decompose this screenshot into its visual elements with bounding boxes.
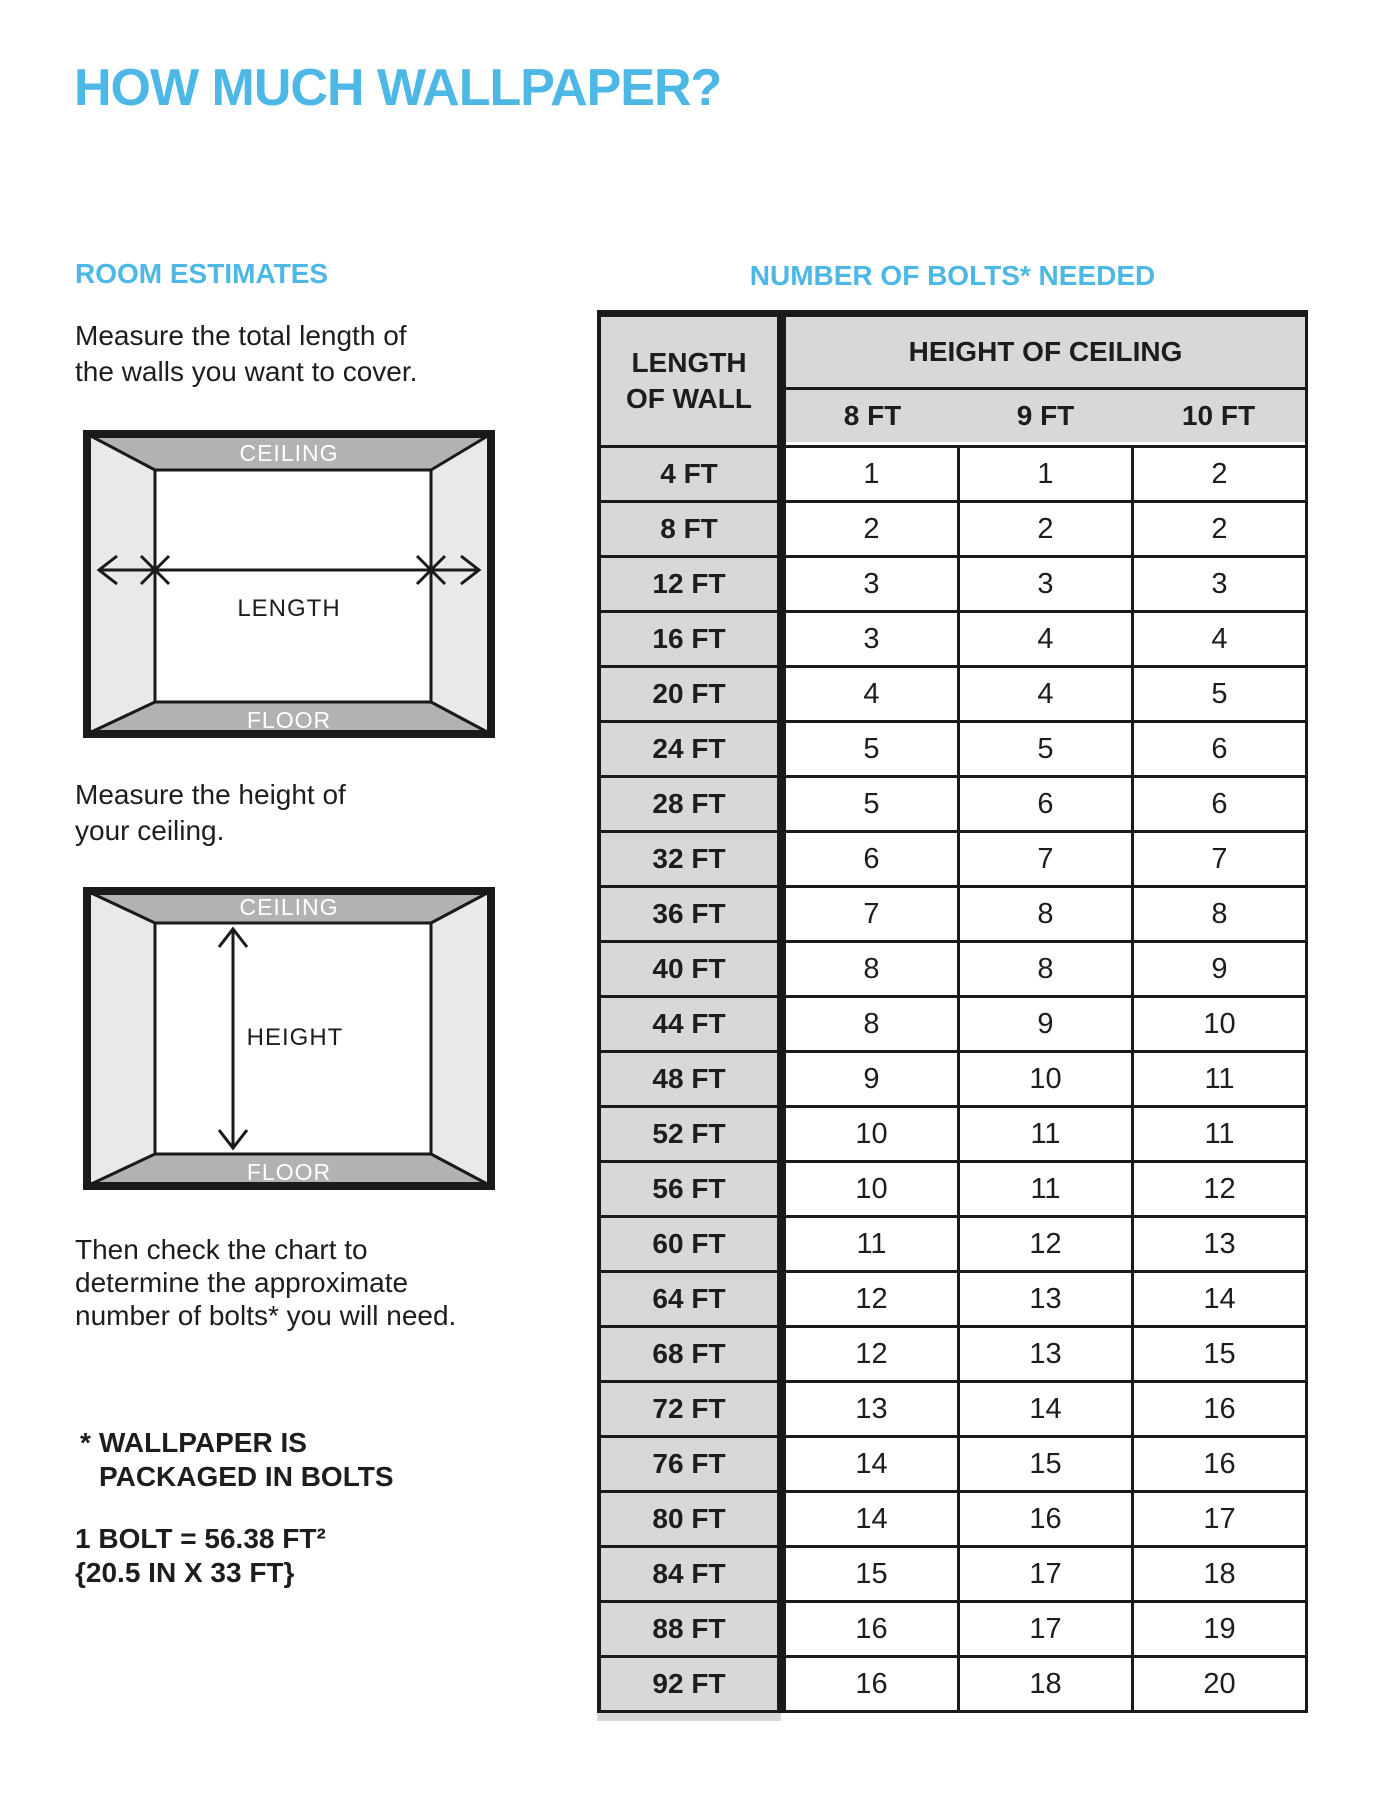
table-header (597, 317, 1308, 445)
table-row (597, 1273, 1308, 1328)
left-wall-surface (87, 434, 155, 734)
table-row (597, 1658, 1308, 1713)
room-length-diagram (83, 430, 495, 738)
bolt-count-cell: 17 (960, 1603, 1134, 1658)
thick-divider (777, 998, 786, 1053)
bolt-count-cell: 8 (1134, 888, 1308, 943)
wall-length-cell: 88 FT (597, 1603, 777, 1658)
table-row (597, 943, 1308, 998)
bolt-count-cell: 8 (960, 888, 1134, 943)
bolt-count-cell: 12 (1134, 1163, 1308, 1218)
bolt-count-cell: 11 (1134, 1108, 1308, 1163)
table-row (597, 1548, 1308, 1603)
thick-divider (777, 1548, 786, 1603)
bolt-count-cell: 7 (786, 888, 960, 943)
bolt-count-cell: 12 (960, 1218, 1134, 1273)
bolt-count-cell: 9 (1134, 943, 1308, 998)
thick-divider (777, 448, 786, 503)
table-row (597, 1053, 1308, 1108)
length-of-wall-header (597, 317, 777, 445)
paragraph-check-chart (75, 1233, 456, 1332)
thick-divider (777, 668, 786, 723)
thick-divider (777, 723, 786, 778)
table-row (597, 888, 1308, 943)
thick-divider (777, 1273, 786, 1328)
bolt-count-cell: 14 (960, 1383, 1134, 1438)
bolt-count-cell: 16 (786, 1603, 960, 1658)
paragraph-line: your ceiling. (75, 815, 225, 846)
ceiling-label: CEILING (239, 894, 339, 920)
wall-length-cell: 28 FT (597, 778, 777, 833)
wall-length-cell: 92 FT (597, 1658, 777, 1713)
bolt-size-line: 1 BOLT = 56.38 FT² (75, 1523, 326, 1554)
thick-divider (777, 888, 786, 943)
col-header-8ft: 8 FT (843, 400, 902, 431)
bolt-count-cell: 11 (1134, 1053, 1308, 1108)
thick-divider (777, 1658, 786, 1713)
thick-divider (777, 1108, 786, 1163)
wall-length-cell: 24 FT (597, 723, 777, 778)
thick-divider (777, 833, 786, 888)
paragraph-line: determine the approximate (75, 1267, 409, 1298)
table-top-bar (597, 310, 1308, 317)
right-wall-surface (431, 891, 491, 1186)
bolt-count-cell: 10 (960, 1053, 1134, 1108)
bolt-count-cell: 16 (1134, 1438, 1308, 1493)
table-row (597, 448, 1308, 503)
table-row (597, 1383, 1308, 1438)
bolt-count-cell: 8 (786, 943, 960, 998)
bolt-count-cell: 1 (786, 448, 960, 503)
back-wall (155, 470, 431, 702)
wall-length-cell: 20 FT (597, 668, 777, 723)
wall-length-cell: 4 FT (597, 448, 777, 503)
wall-length-cell: 72 FT (597, 1383, 777, 1438)
bolt-count-cell: 18 (960, 1658, 1134, 1713)
thick-divider (777, 1218, 786, 1273)
bolt-count-cell: 11 (786, 1218, 960, 1273)
bolt-count-cell: 6 (786, 833, 960, 888)
bolt-count-cell: 9 (786, 1053, 960, 1108)
table-row (597, 1108, 1308, 1163)
page-title: HOW MUCH WALLPAPER? (74, 59, 722, 117)
wall-length-cell: 76 FT (597, 1438, 777, 1493)
bolt-count-cell: 15 (960, 1438, 1134, 1493)
floor-label: FLOOR (246, 707, 332, 733)
bolt-count-cell: 4 (786, 668, 960, 723)
bolt-count-cell: 5 (786, 723, 960, 778)
bolt-count-cell: 4 (960, 668, 1134, 723)
bolt-size-note (75, 1522, 326, 1590)
bolt-count-cell: 12 (786, 1328, 960, 1383)
bolts-table-heading: NUMBER OF BOLTS* NEEDED (749, 260, 1156, 291)
table-row (597, 1163, 1308, 1218)
ceiling-height-subheader-row (786, 390, 1305, 442)
paragraph-line: Then check the chart to (75, 1234, 368, 1265)
room-estimates-heading: ROOM ESTIMATES (75, 258, 329, 289)
table-row (597, 503, 1308, 558)
bolt-count-cell: 6 (960, 778, 1134, 833)
wall-length-cell: 52 FT (597, 1108, 777, 1163)
wall-length-cell: 44 FT (597, 998, 777, 1053)
wall-length-cell: 40 FT (597, 943, 777, 998)
bolt-count-cell: 14 (786, 1493, 960, 1548)
wall-length-cell: 84 FT (597, 1548, 777, 1603)
thick-divider (777, 613, 786, 668)
bolt-count-cell: 7 (1134, 833, 1308, 888)
bolt-count-cell: 4 (960, 613, 1134, 668)
bolt-count-cell: 6 (1134, 778, 1308, 833)
bolt-count-cell: 2 (1134, 448, 1308, 503)
header-line: LENGTH (631, 347, 747, 378)
bolt-count-cell: 19 (1134, 1603, 1308, 1658)
length-label: LENGTH (237, 595, 341, 622)
ceiling-label: CEILING (239, 440, 339, 466)
wall-length-cell: 64 FT (597, 1273, 777, 1328)
height-label: HEIGHT (246, 1024, 344, 1051)
bolt-count-cell: 16 (960, 1493, 1134, 1548)
ceiling-header-group (786, 317, 1308, 445)
header-line: OF WALL (626, 383, 752, 414)
wall-length-cell: 48 FT (597, 1053, 777, 1108)
wall-length-cell: 36 FT (597, 888, 777, 943)
thick-divider (777, 1328, 786, 1383)
footnote-line: WALLPAPER IS (99, 1427, 307, 1458)
bolt-count-cell: 10 (786, 1108, 960, 1163)
paragraph-measure-height (75, 777, 346, 849)
thick-divider (777, 1438, 786, 1493)
bolt-count-cell: 3 (960, 558, 1134, 613)
asterisk: * (80, 1427, 91, 1458)
bolt-count-cell: 13 (960, 1273, 1134, 1328)
wall-length-cell: 12 FT (597, 558, 777, 613)
footnote-line: PACKAGED IN BOLTS (99, 1461, 394, 1492)
col-header-9ft: 9 FT (1016, 400, 1075, 431)
wall-length-cell: 80 FT (597, 1493, 777, 1548)
table-row (597, 1438, 1308, 1493)
room-height-diagram (83, 887, 495, 1190)
wall-length-cell: 56 FT (597, 1163, 777, 1218)
bolt-count-cell: 13 (786, 1383, 960, 1438)
thick-divider (777, 1383, 786, 1438)
floor-label: FLOOR (246, 1159, 332, 1185)
bolt-count-cell: 8 (960, 943, 1134, 998)
bolt-count-cell: 3 (786, 613, 960, 668)
thick-divider (777, 778, 786, 833)
bolt-count-cell: 11 (960, 1108, 1134, 1163)
bolt-count-cell: 13 (960, 1328, 1134, 1383)
bolt-count-cell: 17 (1134, 1493, 1308, 1548)
bolt-count-cell: 10 (1134, 998, 1308, 1053)
bolt-count-cell: 14 (1134, 1273, 1308, 1328)
bolt-count-cell: 5 (1134, 668, 1308, 723)
table-row (597, 778, 1308, 833)
wall-length-cell: 8 FT (597, 503, 777, 558)
table-row (597, 1493, 1308, 1548)
thick-divider (777, 1163, 786, 1218)
bolt-count-cell: 5 (786, 778, 960, 833)
height-of-ceiling-header: HEIGHT OF CEILING (786, 317, 1305, 390)
paragraph-line: Measure the total length of (75, 320, 407, 351)
bolt-count-cell: 4 (1134, 613, 1308, 668)
table-body (597, 448, 1308, 1713)
bolt-count-cell: 14 (786, 1438, 960, 1493)
bolt-count-cell: 16 (786, 1658, 960, 1713)
table-row (597, 668, 1308, 723)
bolt-count-cell: 15 (1134, 1328, 1308, 1383)
bolt-count-cell: 10 (786, 1163, 960, 1218)
table-row (597, 558, 1308, 613)
bolt-count-cell: 7 (960, 833, 1134, 888)
bolt-count-cell: 3 (786, 558, 960, 613)
thick-divider (777, 1603, 786, 1658)
bolt-count-cell: 9 (960, 998, 1134, 1053)
bolt-count-cell: 17 (960, 1548, 1134, 1603)
bolt-count-cell: 13 (1134, 1218, 1308, 1273)
bolt-count-cell: 1 (960, 448, 1134, 503)
bolt-count-cell: 12 (786, 1273, 960, 1328)
paragraph-line: number of bolts* you will need. (75, 1300, 457, 1331)
thick-divider (777, 503, 786, 558)
wall-length-cell: 60 FT (597, 1218, 777, 1273)
bolt-count-cell: 18 (1134, 1548, 1308, 1603)
thick-divider (777, 558, 786, 613)
bolt-count-cell: 2 (786, 503, 960, 558)
bolt-size-line: {20.5 IN X 33 FT} (75, 1557, 295, 1588)
bolt-count-cell: 11 (960, 1163, 1134, 1218)
bolt-count-cell: 2 (1134, 503, 1308, 558)
table-row (597, 833, 1308, 888)
bolt-count-cell: 6 (1134, 723, 1308, 778)
paragraph-line: Measure the height of (75, 779, 346, 810)
wall-length-cell: 32 FT (597, 833, 777, 888)
table-row (597, 613, 1308, 668)
table-row (597, 998, 1308, 1053)
wall-length-cell: 16 FT (597, 613, 777, 668)
paragraph-measure-length (75, 318, 417, 390)
table-row (597, 723, 1308, 778)
left-wall-surface (87, 891, 155, 1186)
thick-divider (777, 317, 786, 445)
bolt-count-cell: 15 (786, 1548, 960, 1603)
bolt-count-cell: 2 (960, 503, 1134, 558)
bolt-count-cell: 3 (1134, 558, 1308, 613)
thick-divider (777, 943, 786, 998)
table-row (597, 1328, 1308, 1383)
wall-length-cell: 68 FT (597, 1328, 777, 1383)
col-header-10ft: 10 FT (1181, 400, 1256, 431)
table-bottom-strip (597, 1713, 781, 1721)
paragraph-line: the walls you want to cover. (75, 356, 418, 387)
thick-divider (777, 1493, 786, 1548)
bolt-count-cell: 16 (1134, 1383, 1308, 1438)
thick-divider (777, 1053, 786, 1108)
table-row (597, 1218, 1308, 1273)
bolt-count-cell: 5 (960, 723, 1134, 778)
bolt-count-cell: 20 (1134, 1658, 1308, 1713)
bolt-count-cell: 8 (786, 998, 960, 1053)
table-row (597, 1603, 1308, 1658)
bolts-table (597, 310, 1308, 1713)
